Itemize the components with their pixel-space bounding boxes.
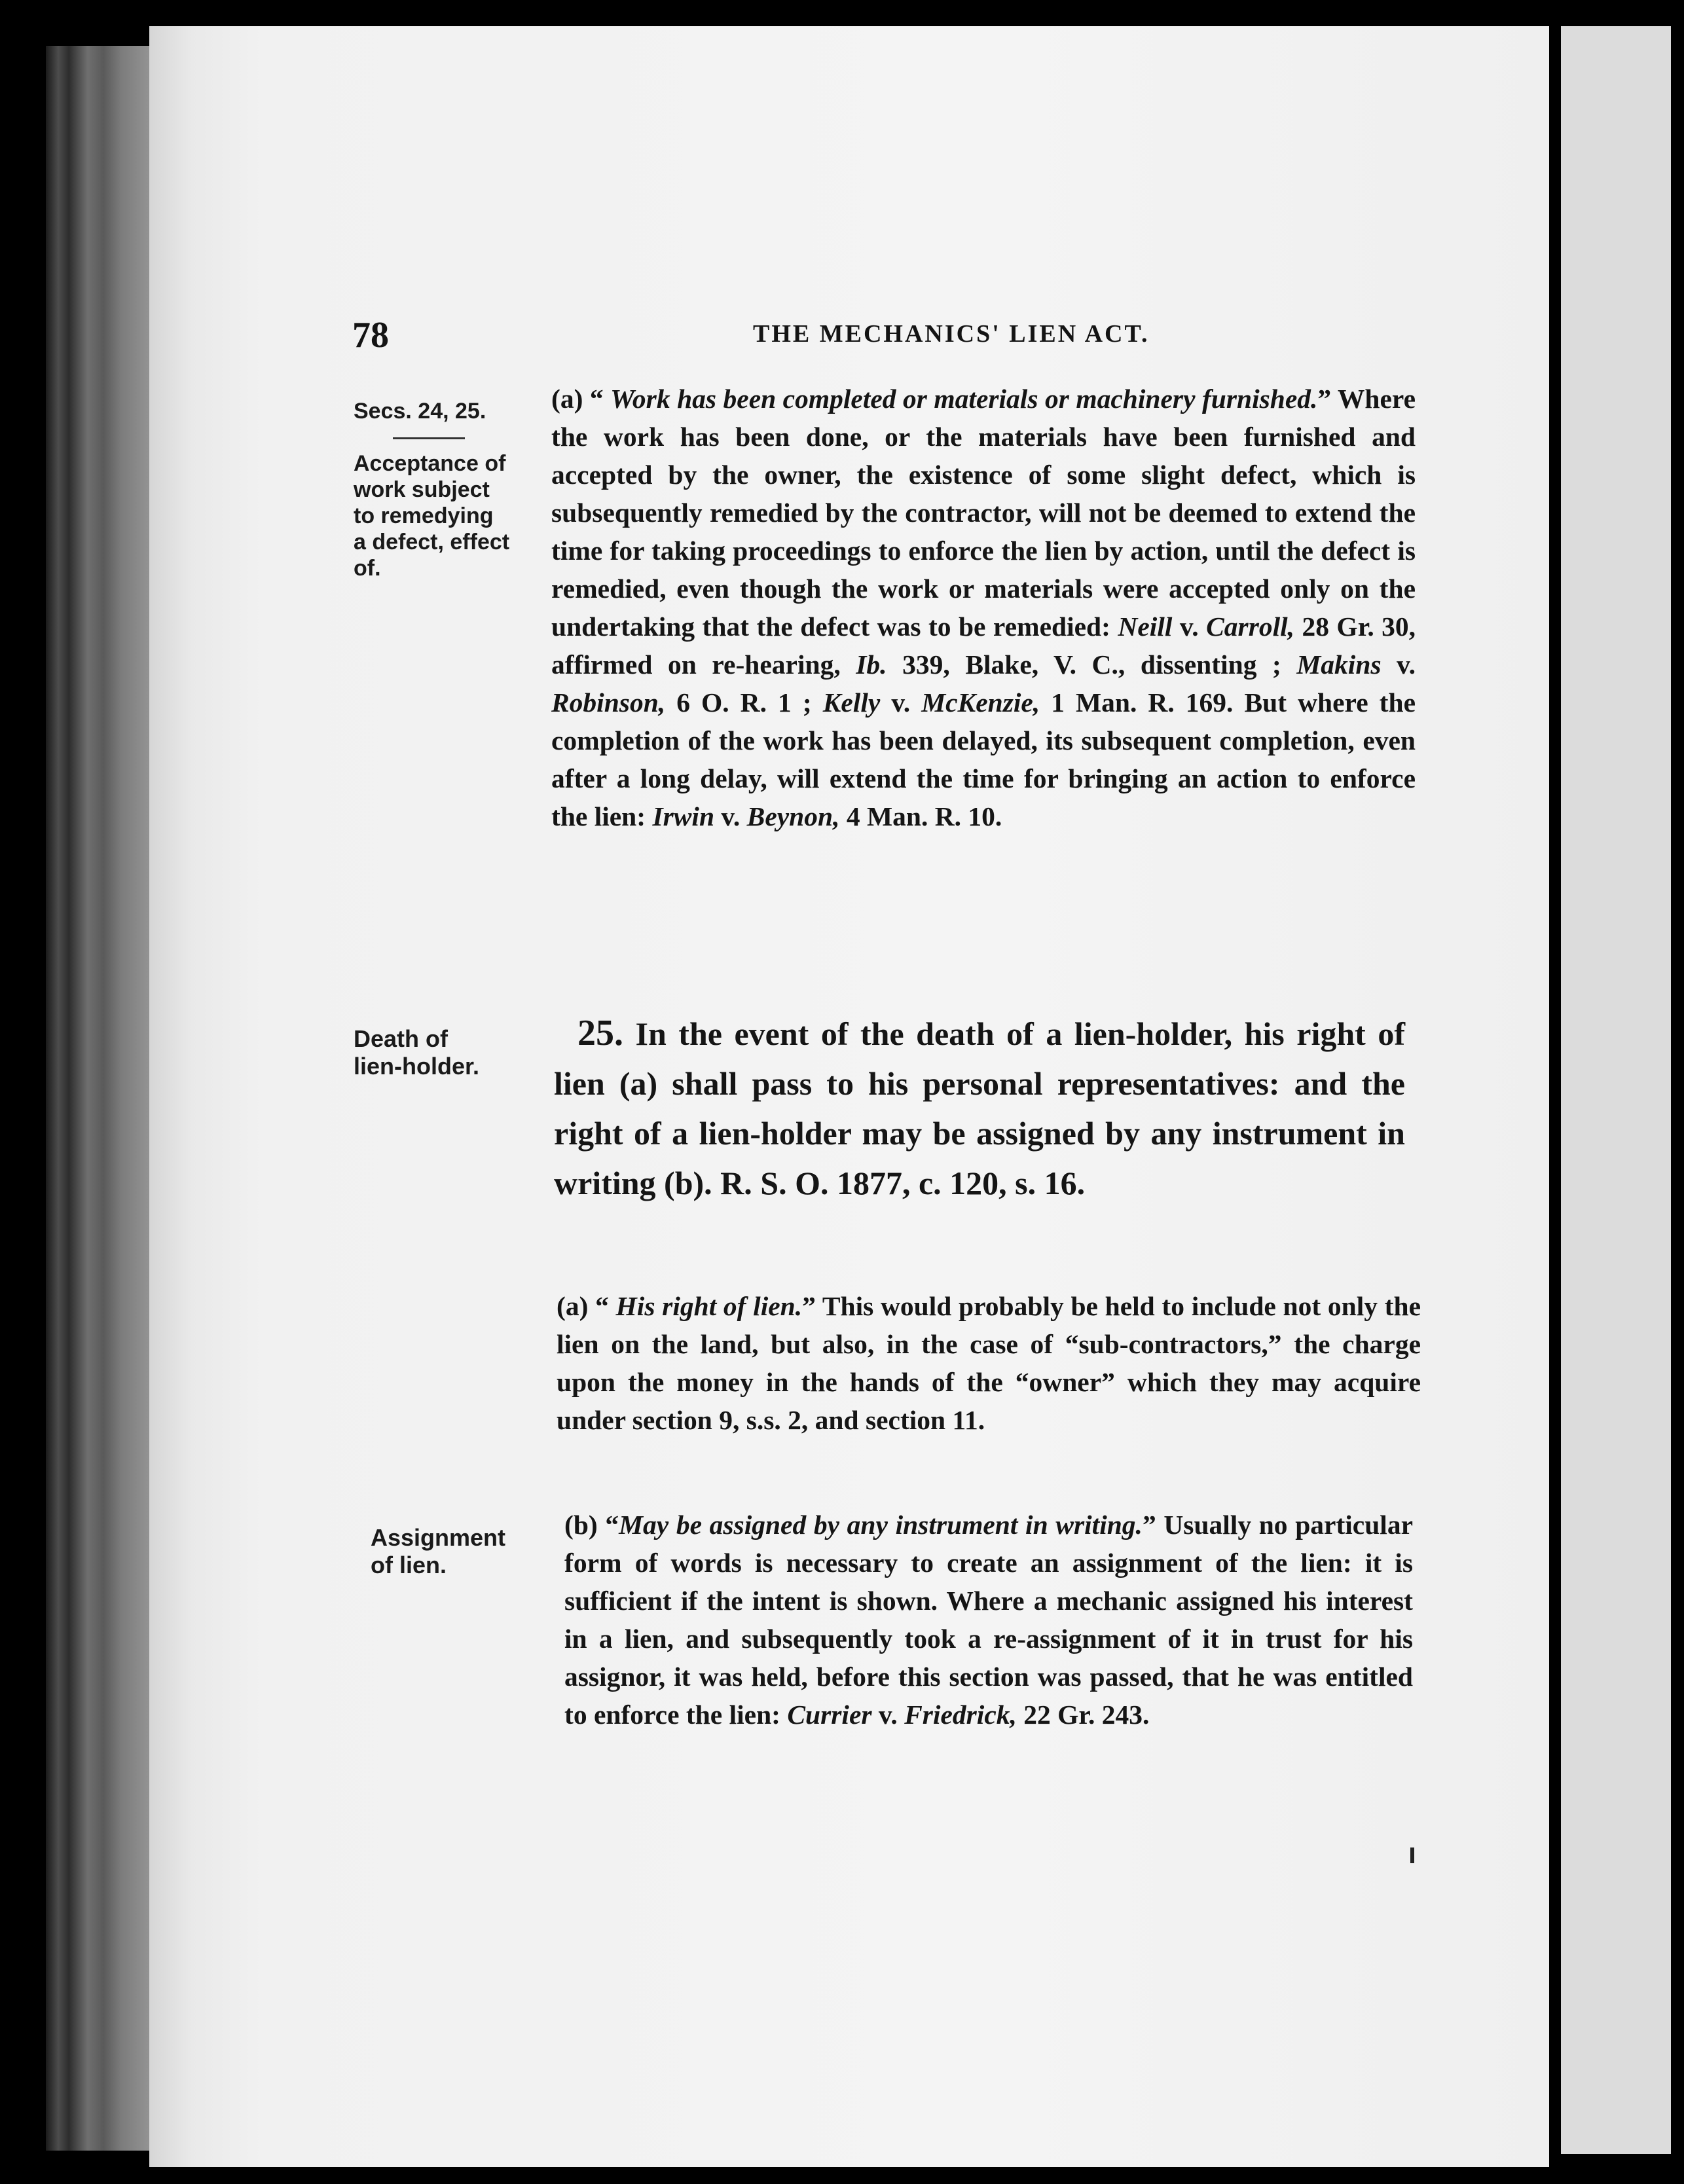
italic-segment: Makins <box>1296 649 1382 680</box>
italic-segment: Beynon, <box>746 801 840 831</box>
sidenote-assignment <box>371 1524 505 1579</box>
note-work-completed <box>551 380 1416 835</box>
sidenote-acceptance <box>354 450 509 581</box>
text-segment: v. <box>1172 611 1207 642</box>
text-segment: (b) “ <box>564 1510 619 1540</box>
text-segment: 6 O. R. 1 ; <box>665 687 823 718</box>
sidenote-line: work subject <box>354 477 490 502</box>
section-body: In the event of the death of a lien-holder, his right of lien (a) shall pass to his personal representatives: and the right of a lien-holder may be assigned by any instrument in writing (b). R. S. O. 1877, c. 120, s. 16. <box>554 1015 1405 1201</box>
text-segment: ” Where the work has been done, or the materials have been furnished and accepted by the owner, the existence of some slight defect, which is subsequently remedied by the contractor, will not be deemed to extend the time for taking proceedings to enforce the lien by action, until the defect is remedied, even though the work or materials were accepted only on the undertaking that the defect was to be remedied: <box>551 384 1416 642</box>
text-segment: v. <box>1381 649 1416 680</box>
sidenote-death <box>354 1025 479 1080</box>
sidenote-line: to remedying <box>354 503 494 528</box>
text-segment: 1 Man. R. 169. But where the completion of the work has been delayed, its subsequent completion, even after a long delay, will extend the time for bringing an action to enforce the lien: <box>551 687 1416 831</box>
italic-segment: Currier <box>787 1700 872 1730</box>
italic-segment: Friedrick, <box>904 1700 1017 1730</box>
text-segment: 4 Man. R. 10. <box>839 801 1002 831</box>
sidenote-rule <box>393 437 465 439</box>
italic-segment: Robinson, <box>551 687 666 718</box>
book-binding-edge <box>46 46 151 2151</box>
italic-segment: Neill <box>1118 611 1173 642</box>
italic-segment: His right of lien. <box>615 1291 803 1321</box>
sidenote-line: lien-holder. <box>354 1053 480 1080</box>
note-right-of-lien <box>557 1287 1421 1439</box>
sidenote-line: Assignment <box>371 1524 506 1551</box>
adjacent-page-edge <box>1561 26 1671 2154</box>
italic-segment: Ib. <box>856 649 887 680</box>
italic-segment: Carroll, <box>1206 611 1295 642</box>
sidenote-line: a defect, effect <box>354 530 510 555</box>
note-text <box>551 380 1416 835</box>
section-25 <box>554 1008 1405 1208</box>
section-text <box>554 1008 1405 1208</box>
sidenote-line: of. <box>354 556 381 581</box>
italic-segment: Work has been completed or materials or machinery furnished. <box>610 384 1318 414</box>
text-segment: (a) “ <box>551 384 611 414</box>
italic-segment: Kelly <box>822 687 881 718</box>
text-segment: 22 Gr. 243. <box>1016 1700 1150 1730</box>
text-segment: 28 Gr. 30, affirmed on re-hearing, <box>551 611 1416 680</box>
text-segment: ” This would probably be held to include not only the lien on the land, but also, in the case of “sub-contractors,” the charge upon the money in the hands of the “owner” which they may acquire under section 9, s.s. 2, and section 11. <box>557 1291 1421 1435</box>
text-segment: (a) “ <box>557 1291 616 1321</box>
sidenote-line: of lien. <box>371 1552 447 1578</box>
italic-segment: Irwin <box>652 801 715 831</box>
note-text <box>557 1287 1421 1439</box>
note-text <box>564 1506 1413 1734</box>
text-segment: v. <box>880 687 922 718</box>
italic-segment: May be assigned by any instrument in writing. <box>619 1510 1143 1540</box>
sidenote-line: Death of <box>354 1025 448 1052</box>
note-may-be-assigned <box>564 1506 1413 1734</box>
running-head: THE MECHANICS' LIEN ACT. <box>753 320 1150 348</box>
text-segment: v. <box>714 801 747 831</box>
sidenote-line: Acceptance of <box>354 451 506 476</box>
text-segment: ” Usually no particular form of words is necessary to create an assignment of the lien: it is sufficient if the intent is shown. Where a mechanic assigned his interest in a lien, and subsequently took a re-assignment of it in trust for his assignor, it was held, before this section was passed, that he was entitled to enforce the lien: <box>564 1510 1414 1730</box>
section-number: 25. <box>577 1013 623 1053</box>
italic-segment: McKenzie, <box>921 687 1040 718</box>
ink-mark <box>1410 1847 1414 1863</box>
page-gutter <box>1549 26 1561 2154</box>
sidenote-sections: Secs. 24, 25. <box>354 399 486 424</box>
page-number: 78 <box>352 315 389 355</box>
text-segment: 339, Blake, V. C., dissenting ; <box>887 649 1297 680</box>
text-segment: v. <box>871 1700 905 1730</box>
